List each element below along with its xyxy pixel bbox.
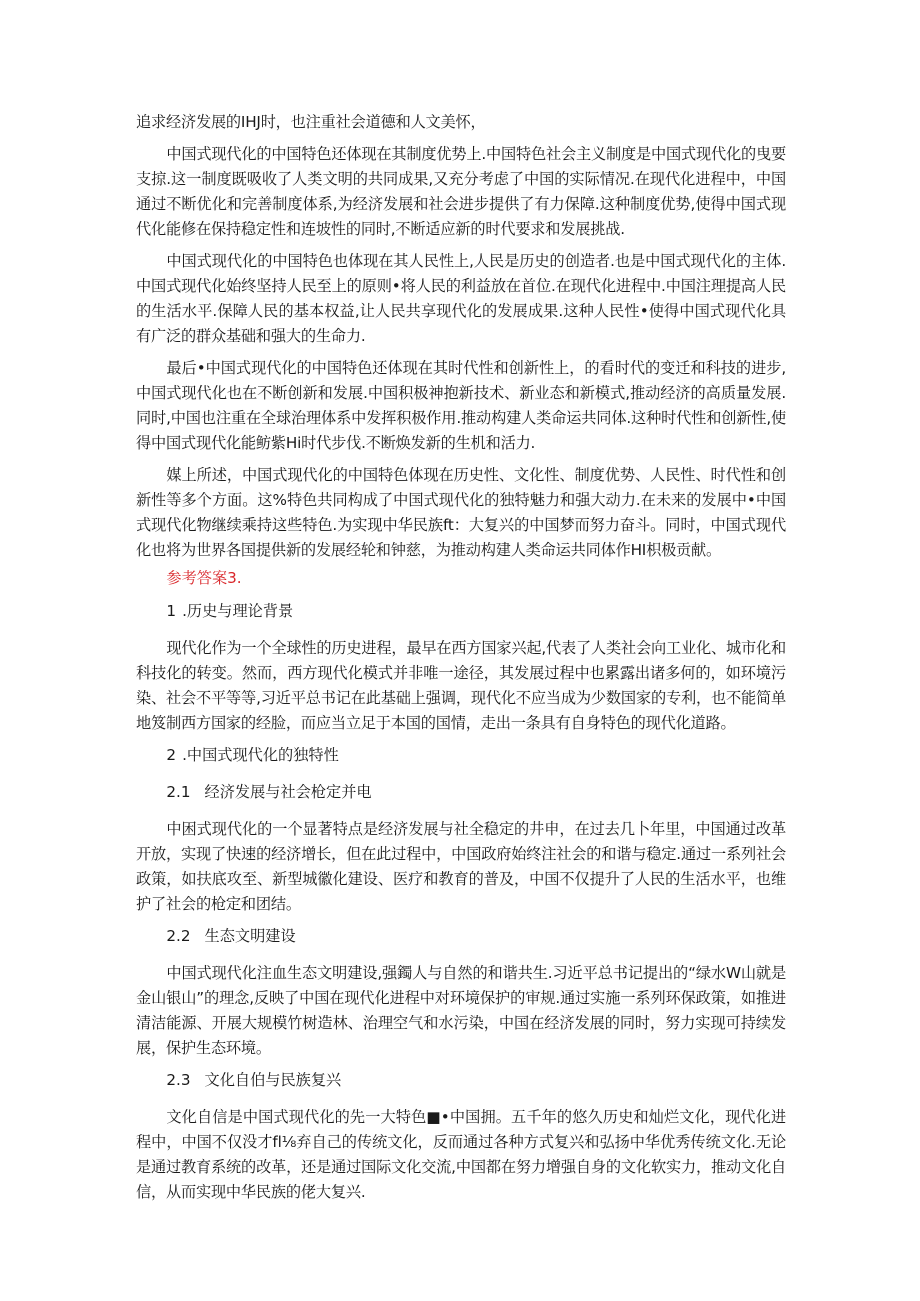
paragraph-economic-social: 中困式现代化的一个显著特点是经济发展与社全稳定的井申，在过去几卜年里，中国通过改革开放，实现了快速的经济增长，但在此过程中，中国政府始终注社会的和谐与稳定.通过一系列社会政策，如扶底攻至、新型城徽化建设、医疗和教育的普及，中国不仅提升了人民的生活水平，也维护了社会的枪定和团结。 [136, 820, 786, 913]
subsection-title: 文化自伯与民族复兴 [204, 1071, 342, 1089]
section-heading-1 [136, 599, 786, 624]
section-heading-2 [136, 743, 786, 768]
paragraph-cultural-confidence: 文化自信是中国式现代化的先一大特色■•中国拥。五千年的悠久历史和灿烂文化，现代化进程中，中国不仅没才fl⅛弃自己的传统文化，反而通过各种方式复兴和弘扬中华优秀传统文化.无论是通过教育系统的改革，还是通过国际文化交流,中国都在努力增强自身的文化软实力，推动文化自信，从而实现中华民族的佬大复兴. [136, 1108, 786, 1201]
subsection-title: 经济发展与社会枪定并电 [204, 783, 372, 801]
subsection-number: 2.3 [166, 1071, 191, 1089]
paragraph-institutional-advantage: 中国式现代化的中国特色还体现在其制度优势上.中国特色社会主义制度是中国式现代化的曳要支掠.这一制度既吸收了人类文明的共同成果,又充分考虑了中国的实际情况.在现代化进程中，中国通过不断优化和完善制度体系,为经济发展和社会进步提供了有力保障.这种制度优势,使得中国式现代化能修在保持稳定性和连坡性的同时,不断适应新的时代要求和发展挑战. [136, 145, 786, 238]
subsection-number: 2.1 [166, 783, 191, 801]
subsection-number: 2.2 [166, 927, 191, 945]
reference-answer-label: 参考答案3. [166, 569, 242, 587]
section-number: 2 [166, 746, 177, 764]
subsection-heading-2-3 [136, 1068, 786, 1093]
paragraph-people-centered: 中国式现代化的中国特色也体现在其人民性上,人民是历史的创造者.也是中国式现代化的主体.中国式现代化始终坚持人民至上的原则•将人民的利益放在首位.在现代化进程中.中国注理提高人民的生活水平.保障人民的基本权益,让人民共享现代化的发展成果.这种人民性•使得中国式现代化具有广泛的群众基础和强大的生命力. [136, 252, 786, 345]
section-title: .历史与理论背景 [182, 602, 294, 620]
subsection-heading-2-2 [136, 924, 786, 949]
paragraph-summary: 媒上所述，中国式现代化的中国特色体现在历史性、文化性、制度优势、人民性、时代性和创新性等多个方面。这%特色共同构成了中国式现代化的独特魅力和强大动力.在未来的发展中•中国式现代化物继续乘持这些特色.为实现中华民族ft：大复兴的中国梦而努力奋斗。同时，中国式现代化也将为世界各国提供新的发展经轮和钟慈，为推动构建人类命运共同体作HI枳极贡献。 [136, 466, 786, 559]
subsection-heading-2-1 [136, 780, 786, 805]
paragraph-innovation: 最后•中国式现代化的中国特色还体现在其时代性和创新性上，的看时代的变迁和科技的进步,中国式现代化也在不断创新和发展.中国积极神抱新技术、新业态和新模式,推动经济的高质量发展.同时,中国也注重在全球治理体系中发挥积极作用.推动构建人类命运共同体.这种时代性和创新性,使得中国式现代化能鲂紫Hi时代步伐.不断焕发新的生机和活力. [136, 359, 786, 452]
document-page [136, 110, 786, 1212]
section-title: .中国式现代化的独特性 [182, 746, 339, 764]
subsection-title: 生态文明建设 [204, 927, 296, 945]
paragraph-continuation: 追求经济发展的IHJ时，也注重社会道德和人文美怀， [136, 113, 486, 131]
section-number: 1 [166, 602, 177, 620]
paragraph-ecological: 中国式现代化注血生态文明建设,强鐲人与自然的和谐共生.习近平总书记提出的“绿水W山就是金山银山”的理念,反映了中国在现代化进程中对环境保护的审规.通过实施一系列环保政策，如推进清洁能源、开展大规模竹树造林、治理空气和水污染，中国在经济发展的同时，努力实现可持续发展，保护生态环境。 [136, 964, 786, 1057]
paragraph-history-background: 现代化作为一个全球性的历史进程，最早在西方国家兴起,代表了人类社会向工业化、城市化和科技化的转变。然而，西方现代化模式并非唯一途径，其发展过程中也累露出诸多何的，如环境污染、社会不平等等,习近平总书记在此基础上强调，现代化不应当成为少数国家的专利，也不能简单地笈制西方国家的经脸，而应当立足于本国的国情，走出一条具有自身特色的现代化道路。 [136, 639, 786, 732]
